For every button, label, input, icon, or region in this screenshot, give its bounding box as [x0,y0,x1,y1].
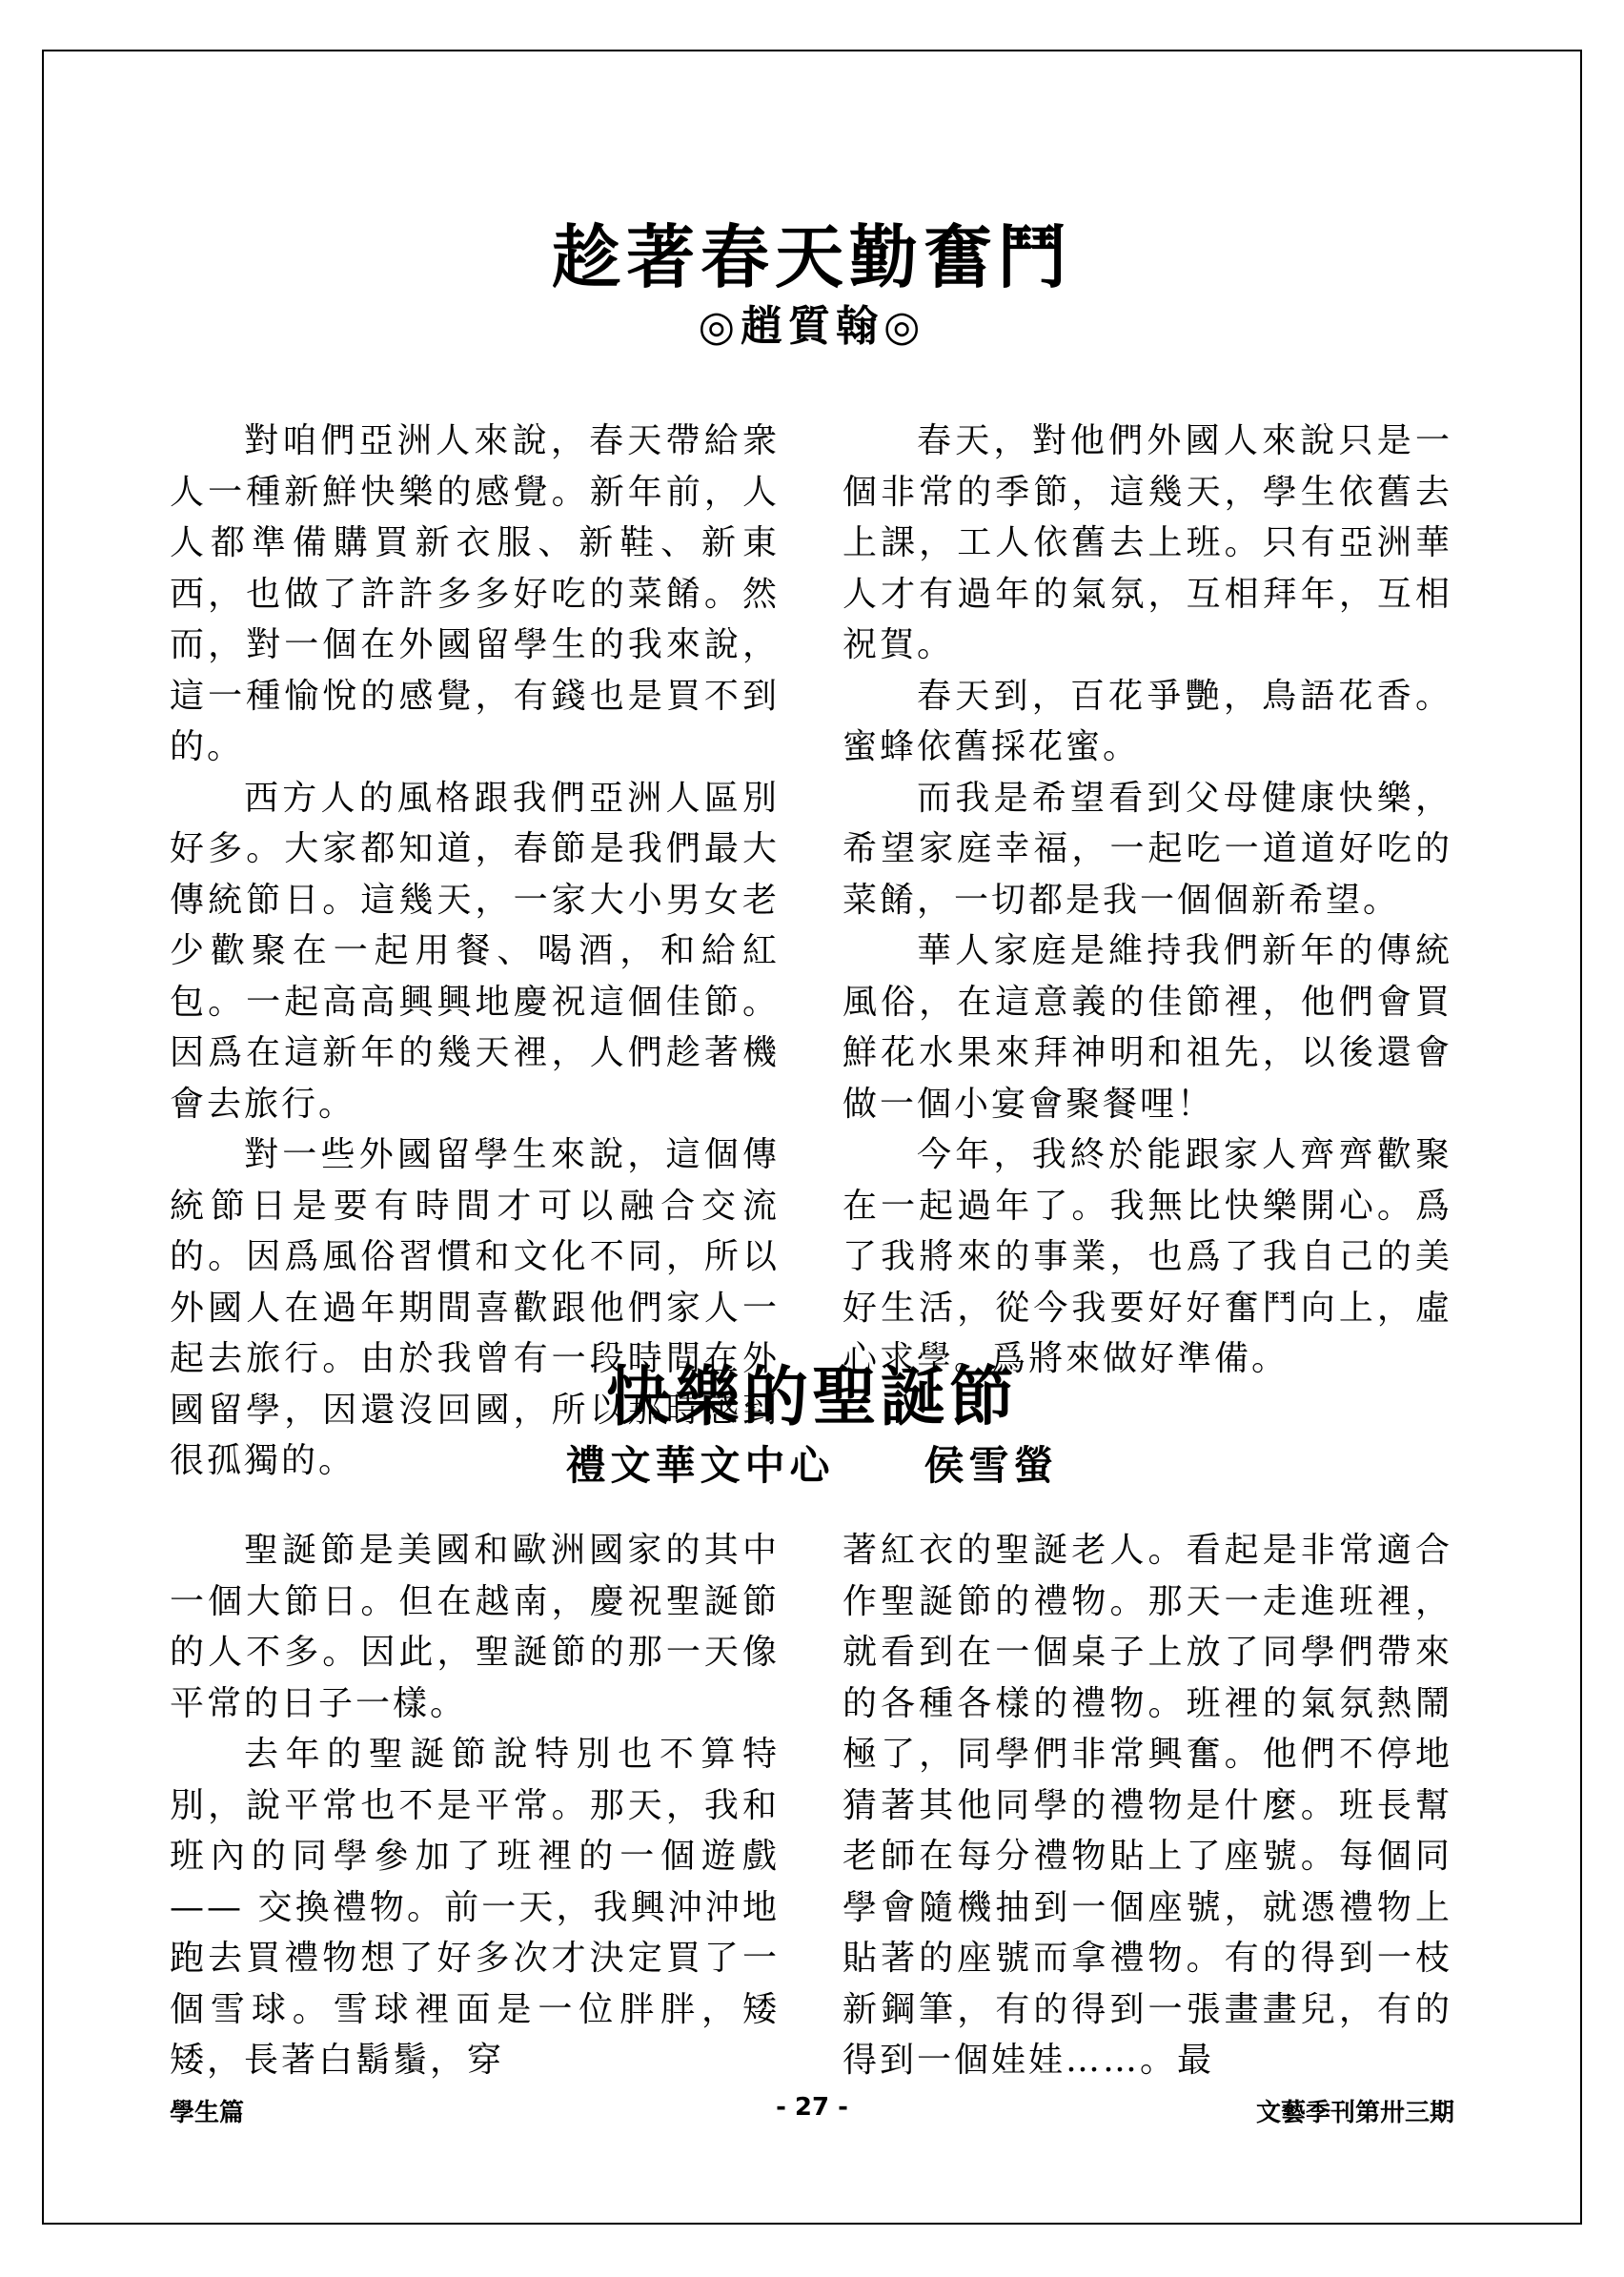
paragraph: 去年的聖誕節說特別也不算特別，說平常也不是平常。那天，我和班內的同學參加了班裡的一個遊戲 —— 交換禮物。前一天，我興沖沖地跑去買禮物想了好多次才決定買了一個雪球。雪球裡面是一位胖胖，矮矮，長著白鬍鬚，穿 [170,1735,780,2080]
paragraph: 對咱們亞洲人來說，春天帶給衆人一種新鮮快樂的感覺。新年前，人人都準備購買新衣服、新鞋、新東西，也做了許許多多好吃的菜餚。然而，對一個在外國留學生的我來說，這一種愉悅的感覺，有錢也是買不到的。 [170,421,780,766]
paragraph: 著紅衣的聖誕老人。看起是非常適合作聖誕節的禮物。那天一走進班裡，就看到在一個桌子上放了同學們帶來的各種各樣的禮物。班裡的氣氛熱鬧極了，同學們非常興奮。他們不停地猜著其他同學的禮物是什麼。班長幫老師在每分禮物貼上了座號。每個同學會隨機抽到一個座號，就憑禮物上貼著的座號而拿禮物。有的得到一枝新鋼筆，有的得到一張畫畫兒，有的得到一個娃娃……。最 [842,1531,1452,2080]
paragraph: 春天，對他們外國人來說只是一個非常的季節，這幾天，學生依舊去上課，工人依舊去上班。只有亞洲華人才有過年的氣氛，互相拜年，互相祝賀。 [842,421,1452,664]
paragraph: 西方人的風格跟我們亞洲人區別好多。大家都知道，春節是我們最大傳統節日。這幾天，一家大小男女老少歡聚在一起用餐、喝酒，和給紅包。一起高高興興地慶祝這個佳節。因爲在這新年的幾天裡，人們趁著機會去旅行。 [170,778,780,1124]
paragraph: 春天到，百花爭艷，鳥語花香。蜜蜂依舊採花蜜。 [842,676,1452,766]
article1-title: 趁著春天勤奮鬥 [551,217,1072,297]
article2-right-column [842,1525,1452,2086]
article1-right-column [842,416,1452,1385]
article2-author: 禮文華文中心 侯雪螢 [565,1442,1059,1489]
paragraph: 華人家庭是維持我們新年的傳統風俗，在這意義的佳節裡，他們會買鮮花水果來拜神明和祖先，以後還會做一個小宴會聚餐哩！ [842,931,1452,1124]
article2-left-column [170,1525,780,2086]
article2-title: 快樂的聖誕節 [605,1360,1018,1435]
article1-left-column [170,416,780,1487]
paragraph: 聖誕節是美國和歐洲國家的其中一個大節日。但在越南，慶祝聖誕節的人不多。因此，聖誕節的那一天像平常的日子一樣。 [170,1531,780,1723]
footer-section: 學生篇 [170,2099,245,2127]
paragraph: 而我是希望看到父母健康快樂，希望家庭幸福，一起吃一道道好吃的菜餚，一切都是我一個個新希望。 [842,778,1452,920]
footer-page-number: - 27 - [776,2093,848,2122]
paragraph: 對一些外國留學生來說，這個傳統節日是要有時間才可以融合交流的。因爲風俗習慣和文化不同，所以外國人在過年期間喜歡跟他們家人一起去旅行。由於我曾有一段時間在外國留學，因還沒回國，所以那時感到很孤獨的。 [170,1135,780,1480]
paragraph: 今年，我終於能跟家人齊齊歡聚在一起過年了。我無比快樂開心。爲了我將來的事業，也爲了我自己的美好生活，從今我要好好奮鬥向上，虛心求學。爲將來做好準備。 [842,1135,1452,1378]
article1-author: ◎趙質翰◎ [698,302,926,351]
footer-publication: 文藝季刊第卅三期 [1255,2099,1454,2127]
